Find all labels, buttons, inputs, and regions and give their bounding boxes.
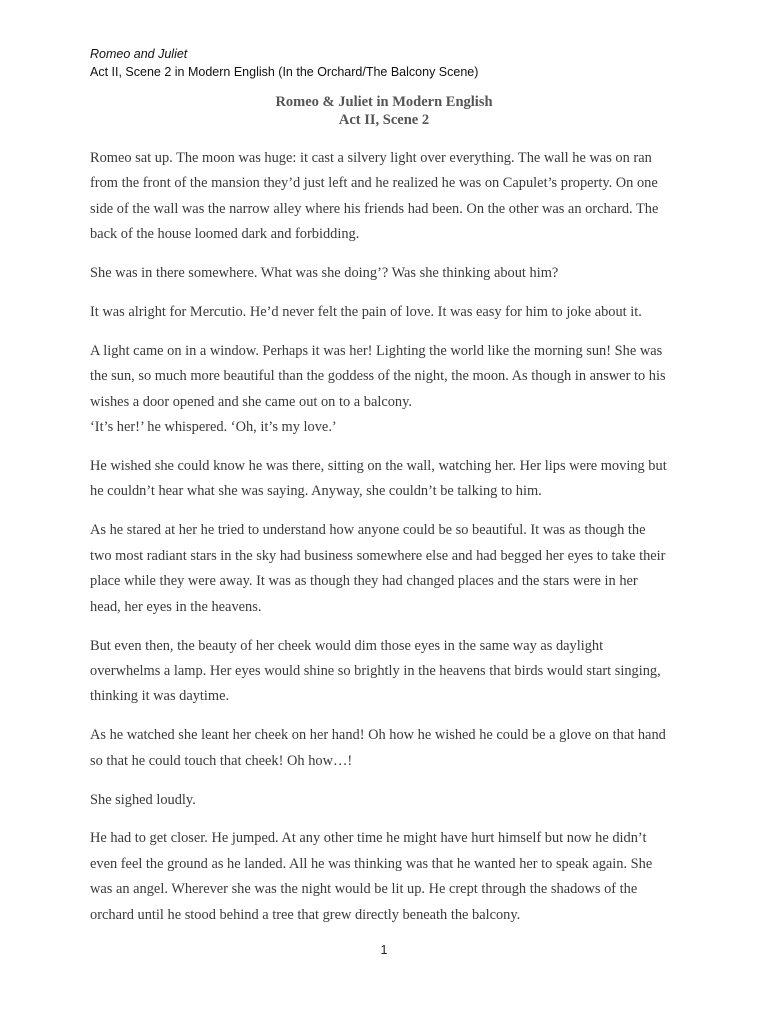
paragraph-6: As he stared at her he tried to understand how anyone could be so beautiful. It was as though the two most radiant stars in the sky had business somewhere else and had begged her eyes to take their place while they were away. It was as though they had changed places and the stars were in her head, her eyes in the heavens. xyxy=(90,522,666,615)
paragraph-2: She was in there somewhere. What was she doing’? Was she thinking about him? xyxy=(90,265,559,282)
header-title: Romeo and Juliet xyxy=(90,47,188,61)
body-text xyxy=(90,146,670,942)
document-title-line-1: Romeo & Juliet in Modern English xyxy=(275,94,493,110)
paragraph-9: She sighed loudly. xyxy=(90,791,196,808)
paragraph-3: It was alright for Mercutio. He’d never felt the pain of love. It was easy for him to joke about it. xyxy=(90,304,642,321)
paragraph-5: He wished she could know he was there, sitting on the wall, watching her. Her lips were moving but he couldn’t hear what she was saying. Anyway, she couldn’t be talking to him. xyxy=(90,458,667,500)
running-header xyxy=(90,45,478,81)
paragraph-8: As he watched she leant her cheek on her hand! Oh how he wished he could be a glove on that hand so that he could touch that cheek! Oh how…! xyxy=(90,727,666,769)
paragraph-10: He had to get closer. He jumped. At any other time he might have hurt himself but now he didn’t even feel the ground as he landed. All he was thinking was that he wanted her to speak again. She was an angel. Wherever she was the night would be lit up. He crept through the shadows of the orchard until he stood behind a tree that grew directly beneath the balcony. xyxy=(90,830,653,923)
document-title-line-2: Act II, Scene 2 xyxy=(338,112,430,128)
paragraph-4-text: A light came on in a window. Perhaps it was her! Lighting the world like the morning sun! She was the sun, so much more beautiful than the goddess of the night, the moon. As though in answer to his wishes a door opened and she came out on to a balcony. xyxy=(90,342,666,410)
quote-line: ‘It’s her!’ he whispered. ‘Oh, it’s my love.’ xyxy=(90,419,337,436)
header-subtitle: Act II, Scene 2 in Modern English (In the Orchard/The Balcony Scene) xyxy=(90,65,479,79)
paragraph-7: But even then, the beauty of her cheek would dim those eyes in the same way as daylight overwhelms a lamp. Her eyes would shine so brightly in the heavens that birds would start singing, thinking it was daytime. xyxy=(90,637,661,705)
page-number: 1 xyxy=(380,943,388,957)
document-title xyxy=(0,93,768,129)
paragraph-4 xyxy=(90,339,670,441)
paragraph-1: Romeo sat up. The moon was huge: it cast a silvery light over everything. The wall he was on ran from the front of the mansion they’d just left and he realized he was on Capulet’s property. On one side of the wall was the narrow alley where his friends had been. On the other was an orchard. The back of the house loomed dark and forbidding. xyxy=(90,150,659,243)
